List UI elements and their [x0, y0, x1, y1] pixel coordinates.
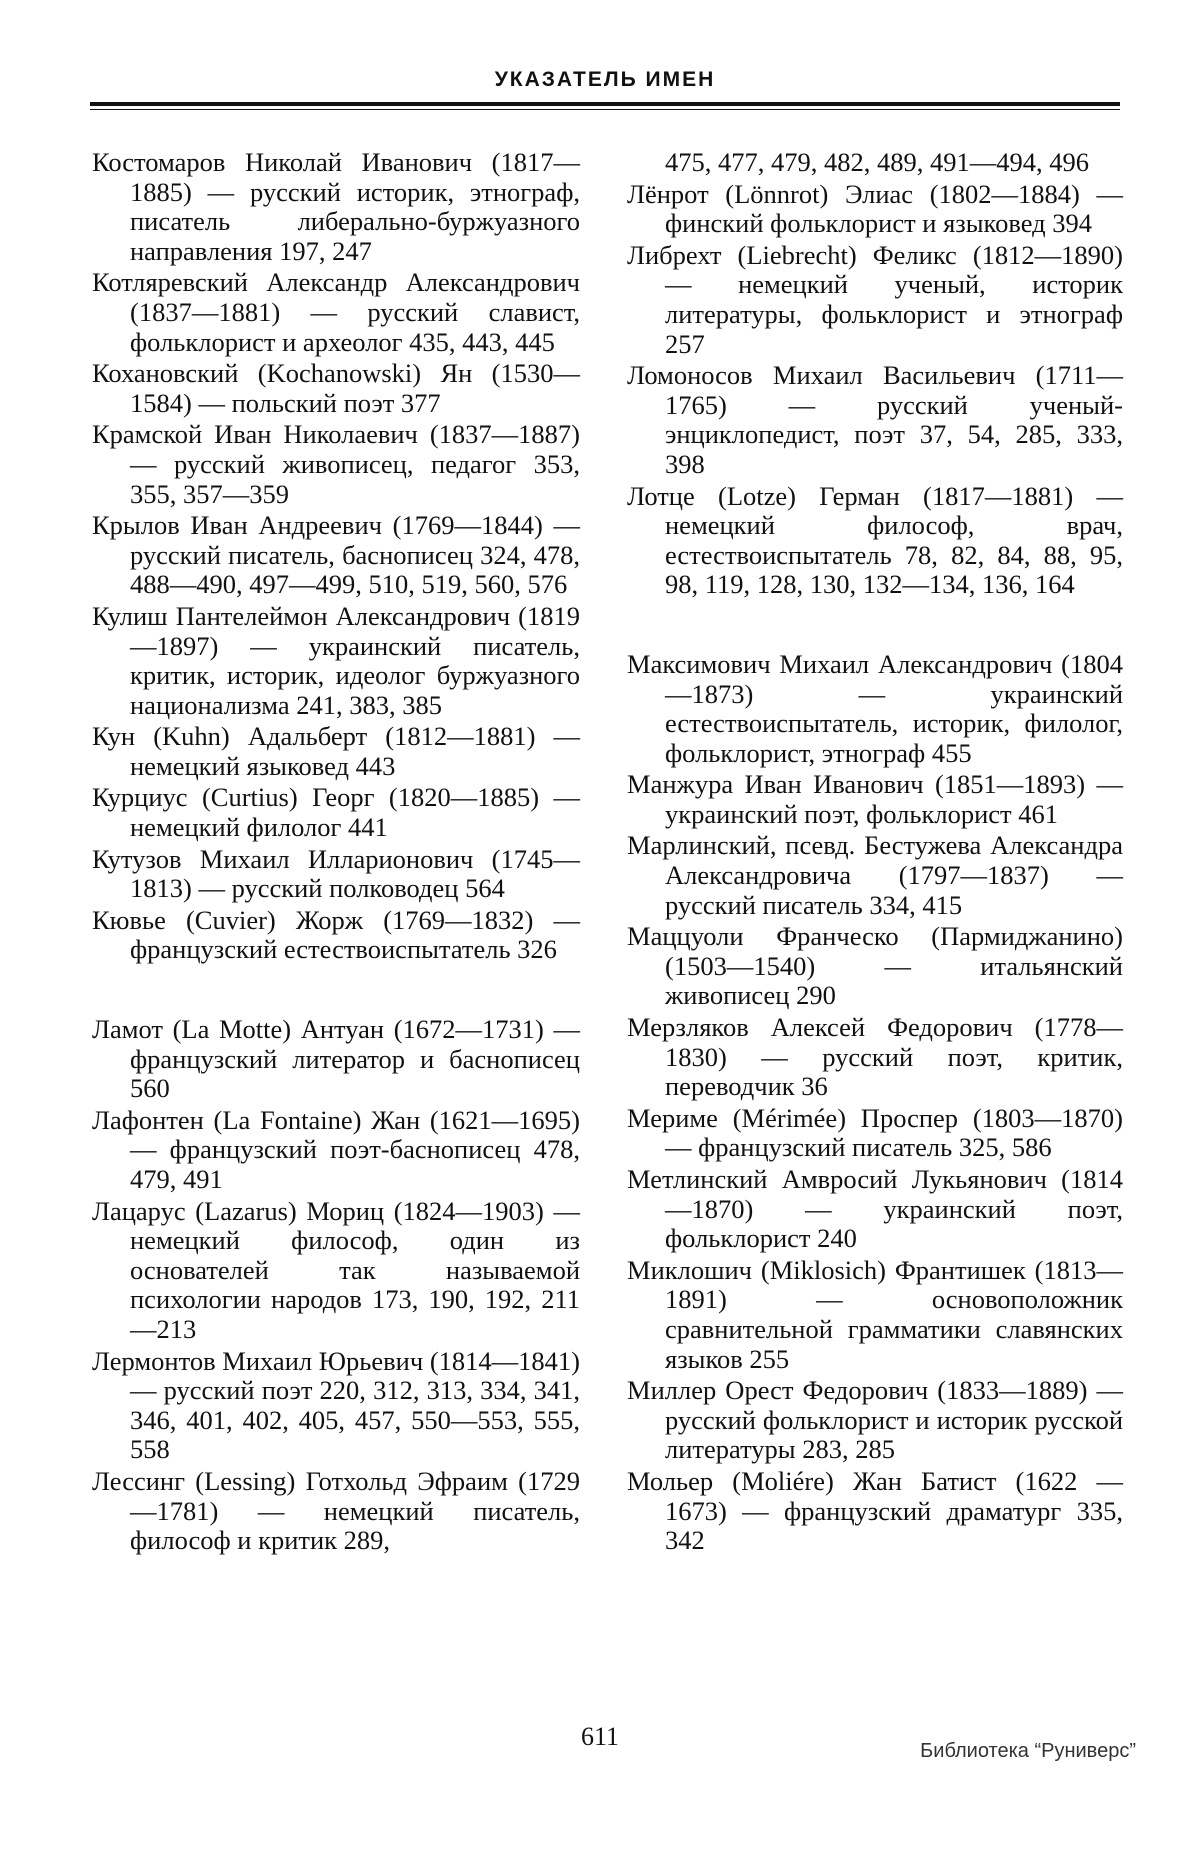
index-entry: Лотце (Lotze) Герман (1817—1881) — немецкий философ, врач, естествоиспытатель 78, 82, 84, 88, 95, 98, 119, 128, 130, 132—134, 136, 164	[627, 480, 1123, 600]
index-entry: Кулиш Пантелеймон Александрович (1819—1897) — украинский писатель, критик, историк, идеолог буржуазного национализма 241, 383, 385	[92, 600, 580, 720]
index-entry: Либрехт (Liebrecht) Феликс (1812—1890) — немецкий ученый, историк литературы, фольклорист и этнограф 257	[627, 239, 1123, 359]
left-column	[92, 148, 580, 1558]
index-entry: Лафонтен (La Fontaine) Жан (1621—1695) — французский поэт-баснописец 478, 479, 491	[92, 1104, 580, 1194]
index-entry: Костомаров Николай Иванович (1817—1885) — русский историк, этнограф, писатель либерально-буржуазного направления 197, 247	[92, 147, 580, 266]
index-entry: Миклошич (Miklosich) Франтишек (1813—1891) — основоположник сравнительной грамматики славянских языков 255	[627, 1254, 1123, 1374]
header-rule	[90, 102, 1120, 110]
index-entry: Мерзляков Алексей Федорович (1778—1830) — русский поэт, критик, переводчик 36	[627, 1012, 1123, 1102]
index-entry: Максимович Михаил Александрович (1804—1873) — украинский естествоиспытатель, историк, филолог, фольклорист, этнограф 455	[627, 648, 1123, 768]
index-entry: Мольер (Moliére) Жан Батист (1622 — 1673) — французский драматург 335, 342	[627, 1465, 1123, 1556]
index-entry-continuation: 475, 477, 479, 482, 489, 491—494, 496	[665, 147, 1089, 177]
index-entry: Ламот (La Motte) Антуан (1672—1731) — французский литератор и баснописец 560	[92, 1014, 580, 1104]
index-entry: Крамской Иван Николаевич (1837—1887) — русский живописец, педагог 353, 355, 357—359	[92, 419, 580, 509]
index-entry: Крылов Иван Андреевич (1769—1844) — русский писатель, баснописец 324, 478, 488—490, 497—499, 510, 519, 560, 576	[92, 510, 580, 600]
index-entry: Маццуоли Франческо (Пармиджанино) (1503—1540) — итальянский живописец 290	[627, 921, 1123, 1011]
letter-group-gap	[627, 602, 1123, 650]
running-title: УКАЗАТЕЛЬ ИМЕН	[494, 68, 716, 91]
index-entry: Кювье (Cuvier) Жорж (1769—1832) — французский естествоиспытатель 326	[92, 904, 580, 965]
index-entry: Лацарус (Lazarus) Мориц (1824—1903) — немецкий философ, один из основателей так называемой психологии народов 173, 190, 192, 211—213	[92, 1195, 580, 1344]
index-entry: Кохановский (Kochanowski) Ян (1530—1584) — польский поэт 377	[92, 358, 580, 418]
index-entry: Ломоносов Михаил Васильевич (1711—1765) — русский ученый-энциклопедист, поэт 37, 54, 285, 333, 398	[627, 360, 1123, 479]
index-entry: Котляревский Александр Александрович (1837—1881) — русский славист, фольклорист и археолог 435, 443, 445	[92, 267, 580, 357]
index-entry: Курциус (Curtius) Георг (1820—1885) — немецкий филолог 441	[92, 782, 580, 843]
index-entry: Мериме (Mérimée) Проспер (1803—1870) — французский писатель 325, 586	[627, 1102, 1123, 1163]
letter-group-gap	[92, 967, 580, 1015]
index-entry: Марлинский, псевд. Бестужева Александра Александровича (1797—1837) — русский писатель 334, 415	[627, 830, 1123, 920]
index-entry: Манжура Иван Иванович (1851—1893) — украинский поэт, фольклорист 461	[627, 769, 1123, 829]
index-entry: Лёнрот (Lönnrot) Элиас (1802—1884) — финский фольклорист и языковед 394	[627, 178, 1123, 239]
index-entry: Кутузов Михаил Илларионович (1745—1813) — русский полководец 564	[92, 843, 580, 904]
page-number: 611	[580, 1722, 620, 1751]
index-entry: Кун (Kuhn) Адальберт (1812—1881) — немецкий языковед 443	[92, 721, 580, 781]
library-watermark: Библиотека “Руниверс”	[920, 1740, 1136, 1762]
index-entry: Метлинский Амвросий Лукьянович (1814—1870) — украинский поэт, фольклорист 240	[627, 1164, 1123, 1254]
index-entry: Миллер Орест Федорович (1833—1889) — русский фольклорист и историк русской литературы 283, 285	[627, 1375, 1123, 1465]
index-entry: Лермонтов Михаил Юрьевич (1814—1841) — русский поэт 220, 312, 313, 334, 341, 346, 401, 402, 405, 457, 550—553, 555, 558	[92, 1345, 580, 1465]
page-header	[90, 56, 1120, 116]
right-column	[627, 148, 1123, 1558]
index-entry: Лессинг (Lessing) Готхольд Эфраим (1729—1781) — немецкий писатель, философ и критик 289,	[92, 1465, 580, 1556]
